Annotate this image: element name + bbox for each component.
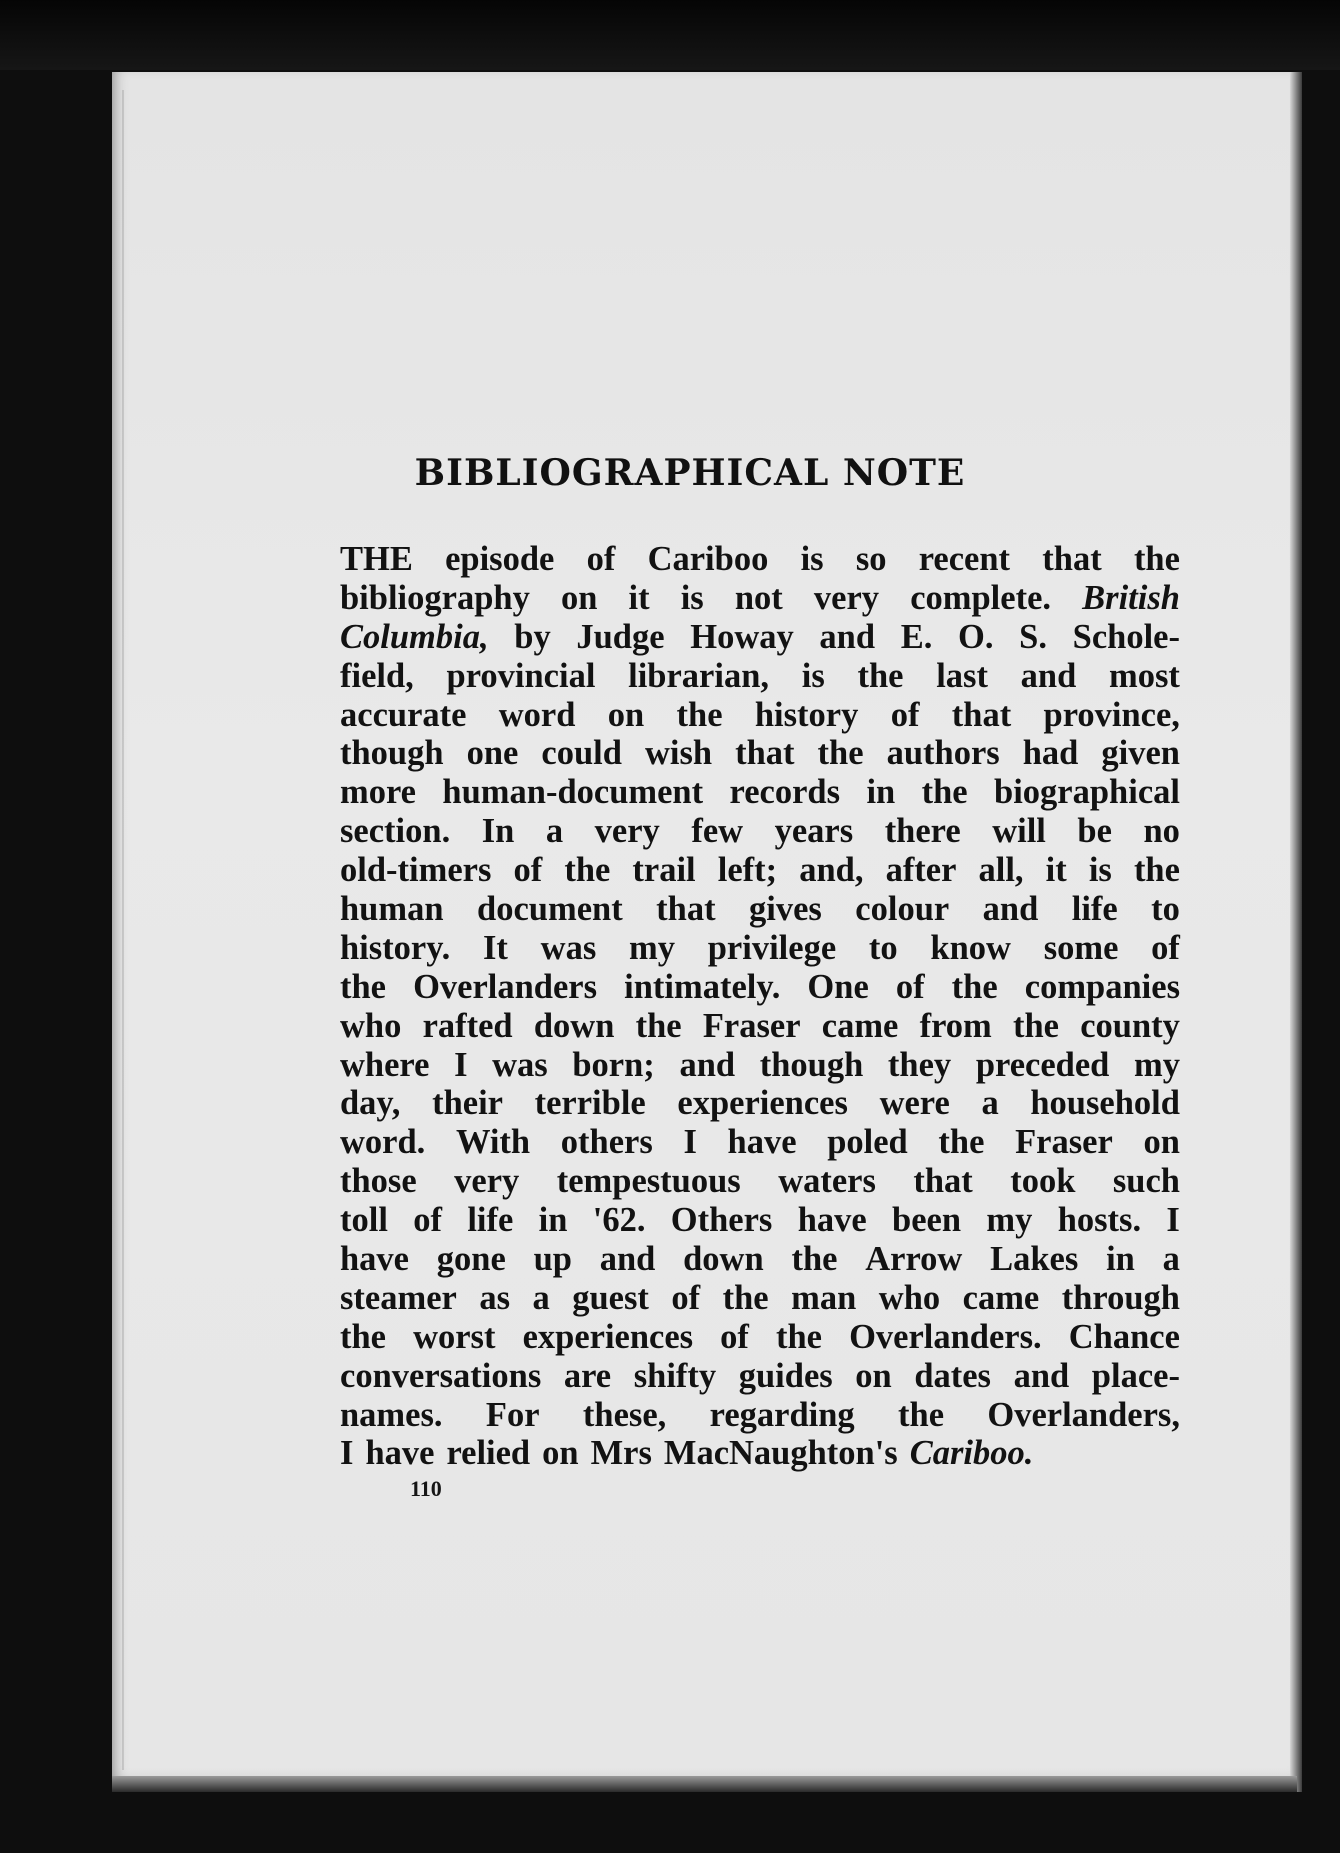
word: in	[538, 1201, 568, 1240]
word: episode	[445, 540, 555, 578]
word: Overlanders.	[849, 1317, 1042, 1356]
word: British	[1082, 578, 1180, 617]
text-line	[340, 1396, 1180, 1435]
word: THE	[340, 540, 413, 578]
word: life	[467, 1201, 514, 1240]
word: biographical	[994, 773, 1180, 812]
word: others	[560, 1123, 653, 1162]
text-line	[340, 1201, 1180, 1240]
word: Fraser	[702, 1006, 801, 1045]
word: from	[919, 1006, 992, 1045]
word: terrible	[534, 1084, 646, 1123]
word: section.	[340, 812, 451, 851]
word: human-document	[442, 773, 704, 812]
word: of	[895, 967, 925, 1006]
word: experiences	[677, 1084, 848, 1123]
word: of	[890, 695, 920, 734]
word: of	[513, 851, 543, 890]
word: more	[340, 773, 416, 812]
word: is	[680, 578, 704, 617]
word: their	[432, 1084, 503, 1123]
word: have	[727, 1123, 797, 1162]
word: gone	[436, 1240, 506, 1279]
word: With	[455, 1123, 531, 1162]
word: steamer	[340, 1278, 457, 1317]
word: Columbia,	[340, 617, 489, 656]
word: old-timers	[340, 851, 492, 890]
word: be	[1077, 812, 1112, 851]
word: S.	[1019, 617, 1047, 656]
word: librarian,	[628, 656, 770, 695]
word: gives	[749, 890, 822, 929]
word: that	[656, 890, 716, 929]
word: Arrow	[865, 1240, 963, 1279]
word: Cariboo	[647, 540, 769, 578]
word: regarding	[709, 1395, 855, 1434]
word: it	[628, 578, 650, 617]
word: In	[481, 812, 515, 851]
word: trail	[632, 851, 696, 890]
word: is	[1088, 851, 1112, 890]
word: Schole-	[1072, 617, 1180, 656]
word: authors	[886, 734, 1000, 773]
text-line	[340, 734, 1180, 773]
word: of	[413, 1201, 442, 1240]
word: poled	[827, 1123, 908, 1162]
text-line	[340, 1162, 1180, 1201]
word: on	[542, 1434, 579, 1473]
word: on	[560, 578, 598, 617]
word: of	[671, 1278, 701, 1317]
word: conversations	[340, 1356, 542, 1395]
word: the	[564, 851, 611, 890]
text-line	[340, 1318, 1180, 1357]
word: have	[340, 1240, 409, 1279]
word: one	[466, 734, 519, 773]
word: human	[340, 890, 444, 929]
word: One	[807, 967, 869, 1006]
word: experiences	[522, 1317, 694, 1356]
word: the	[722, 1278, 769, 1317]
word: It	[482, 928, 508, 967]
word: I	[1166, 1201, 1180, 1240]
word: rafted	[422, 1006, 513, 1045]
word: been	[892, 1201, 962, 1240]
word: Lakes	[990, 1240, 1079, 1279]
word: the	[775, 1317, 822, 1356]
word: MacNaughton's	[663, 1434, 898, 1473]
word: intimately.	[624, 967, 781, 1006]
text-line	[340, 1046, 1180, 1085]
word: preceded	[975, 1045, 1110, 1084]
word: took	[1010, 1162, 1076, 1201]
word: companies	[1024, 967, 1180, 1006]
word: records	[729, 773, 841, 812]
word: of	[586, 540, 616, 578]
word: who	[878, 1278, 941, 1317]
text-line	[340, 657, 1180, 696]
word: a	[545, 812, 564, 851]
word: dates	[914, 1356, 991, 1395]
word: document	[477, 890, 623, 929]
word: came	[821, 1006, 899, 1045]
word: have	[797, 1201, 867, 1240]
text-line	[340, 618, 1180, 657]
word: as	[479, 1278, 511, 1317]
text-line	[340, 1240, 1180, 1279]
word: that	[913, 1162, 973, 1201]
word: of	[1151, 928, 1180, 967]
page-right-edge	[1290, 72, 1302, 1792]
word: names.	[340, 1395, 443, 1434]
word: given	[1101, 734, 1180, 773]
word: I	[454, 1045, 468, 1084]
text-line	[340, 696, 1180, 735]
word: the	[817, 734, 864, 773]
word: the	[676, 695, 723, 734]
scan-top-shadow	[0, 0, 1340, 70]
word: most	[1109, 656, 1180, 695]
word: field,	[340, 656, 414, 695]
word: bibliography	[340, 578, 530, 617]
word: the	[1133, 540, 1180, 578]
word: of	[720, 1317, 749, 1356]
text-line	[340, 540, 1180, 579]
word: the	[951, 967, 998, 1006]
word: shifty	[633, 1356, 717, 1395]
text-line	[340, 1434, 1180, 1473]
word: the	[1133, 851, 1180, 890]
word: colour	[855, 890, 950, 929]
word: privilege	[707, 928, 837, 967]
word: toll	[340, 1201, 388, 1240]
word: my	[1133, 1045, 1180, 1084]
word: very	[594, 812, 660, 851]
word: in	[866, 773, 896, 812]
word: For	[485, 1395, 540, 1434]
word: county	[1080, 1006, 1180, 1045]
word: through	[1061, 1278, 1180, 1317]
word: household	[1030, 1084, 1180, 1123]
word: there	[884, 812, 961, 851]
word: guides	[738, 1356, 833, 1395]
page-number: 110	[410, 1476, 442, 1501]
word: have	[365, 1434, 435, 1473]
word: up	[533, 1240, 572, 1279]
word: Cariboo.	[909, 1434, 1034, 1473]
word: on	[1143, 1123, 1180, 1162]
word: in	[1106, 1240, 1135, 1279]
word: a	[1162, 1240, 1180, 1279]
word: born;	[572, 1045, 655, 1084]
word: provincial	[446, 656, 596, 695]
word: the	[340, 967, 386, 1006]
text-line	[340, 579, 1180, 618]
word: so	[855, 540, 887, 578]
word: was	[492, 1045, 548, 1084]
word: those	[340, 1162, 417, 1201]
word: came	[962, 1278, 1040, 1317]
text-line	[340, 1279, 1180, 1318]
word: the	[791, 1240, 838, 1279]
word: a	[981, 1084, 999, 1123]
word: no	[1143, 812, 1180, 851]
word: day,	[340, 1084, 401, 1123]
word: could	[541, 734, 622, 773]
text-line	[340, 812, 1180, 851]
word: I	[340, 1434, 354, 1473]
word: man	[791, 1278, 857, 1317]
word: Fraser	[1015, 1123, 1113, 1162]
word: know	[930, 928, 1011, 967]
word: where	[340, 1045, 430, 1084]
page-bottom-edge	[112, 1776, 1297, 1792]
word: they	[887, 1045, 952, 1084]
word: and	[1020, 656, 1077, 695]
text-line	[340, 1123, 1180, 1162]
word: such	[1112, 1162, 1180, 1201]
word: guest	[572, 1278, 649, 1317]
word: these,	[582, 1395, 667, 1434]
page-title: BIBLIOGRAPHICAL NOTE	[414, 452, 966, 494]
word: life	[1071, 890, 1118, 929]
word: history	[754, 695, 859, 734]
word: relied	[446, 1434, 531, 1473]
word: wish	[644, 734, 713, 773]
word: tempestuous	[556, 1162, 741, 1201]
word: recent	[918, 540, 1011, 578]
word: that	[951, 695, 1012, 734]
word: O.	[958, 617, 994, 656]
word: the	[340, 1317, 386, 1356]
word: word	[498, 695, 576, 734]
word: and	[599, 1240, 656, 1279]
word: Overlanders	[413, 967, 598, 1006]
word: the	[921, 773, 968, 812]
word: though	[759, 1045, 864, 1084]
word: years	[774, 812, 854, 851]
text-line	[340, 1007, 1180, 1046]
word: all,	[978, 851, 1024, 890]
word: is	[801, 656, 825, 695]
word: and	[1013, 1356, 1070, 1395]
text-line	[340, 929, 1180, 968]
word: place-	[1091, 1356, 1180, 1395]
word: and	[819, 617, 876, 656]
word: on	[607, 695, 645, 734]
word: Chance	[1068, 1317, 1180, 1356]
text-line	[340, 1084, 1180, 1123]
word: though	[340, 734, 444, 773]
word: Others	[670, 1201, 773, 1240]
word: last	[936, 656, 988, 695]
text-line	[340, 968, 1180, 1007]
word: the	[1012, 1006, 1059, 1045]
word: and	[982, 890, 1039, 929]
word: and,	[799, 851, 864, 890]
word: a	[532, 1278, 550, 1317]
word: my	[629, 928, 675, 967]
word: to	[868, 928, 898, 967]
word: it	[1045, 851, 1067, 890]
word: was	[540, 928, 597, 967]
word: after	[885, 851, 957, 890]
word: Judge	[576, 617, 665, 656]
word: that	[735, 734, 795, 773]
word: are	[563, 1356, 612, 1395]
word: by	[514, 617, 551, 656]
word: waters	[778, 1162, 876, 1201]
word: history.	[340, 928, 451, 967]
word: the	[938, 1123, 985, 1162]
word: not	[734, 578, 783, 617]
word: some	[1043, 928, 1119, 967]
word: Mrs	[590, 1434, 652, 1473]
page-gutter-line	[122, 90, 124, 1770]
word: complete.	[910, 578, 1052, 617]
word: Overlanders,	[987, 1395, 1180, 1434]
word: down	[533, 1006, 615, 1045]
word: the	[635, 1006, 682, 1045]
word: I	[683, 1123, 697, 1162]
word: worst	[413, 1317, 496, 1356]
word: few	[691, 812, 744, 851]
word: hosts.	[1057, 1201, 1142, 1240]
text-line	[340, 851, 1180, 890]
word: left;	[717, 851, 778, 890]
word: the	[857, 656, 904, 695]
word: that	[1042, 540, 1102, 578]
word: to	[1151, 890, 1180, 929]
word: were	[879, 1084, 950, 1123]
word: the	[898, 1395, 945, 1434]
word: who	[340, 1006, 402, 1045]
word: will	[992, 812, 1046, 851]
text-line	[340, 1357, 1180, 1396]
word: my	[986, 1201, 1033, 1240]
body-paragraph	[340, 540, 1180, 1473]
word: '62.	[592, 1201, 646, 1240]
word: accurate	[340, 695, 467, 734]
text-line	[340, 890, 1180, 929]
word: had	[1022, 734, 1079, 773]
word: E.	[900, 617, 933, 656]
word: very	[813, 578, 880, 617]
word: down	[683, 1240, 764, 1279]
word: Howay	[690, 617, 794, 656]
word: province,	[1043, 695, 1180, 734]
text-line	[340, 773, 1180, 812]
word: is	[800, 540, 824, 578]
word: word.	[340, 1123, 426, 1162]
word: and	[679, 1045, 736, 1084]
word: on	[855, 1356, 892, 1395]
word: very	[454, 1162, 520, 1201]
